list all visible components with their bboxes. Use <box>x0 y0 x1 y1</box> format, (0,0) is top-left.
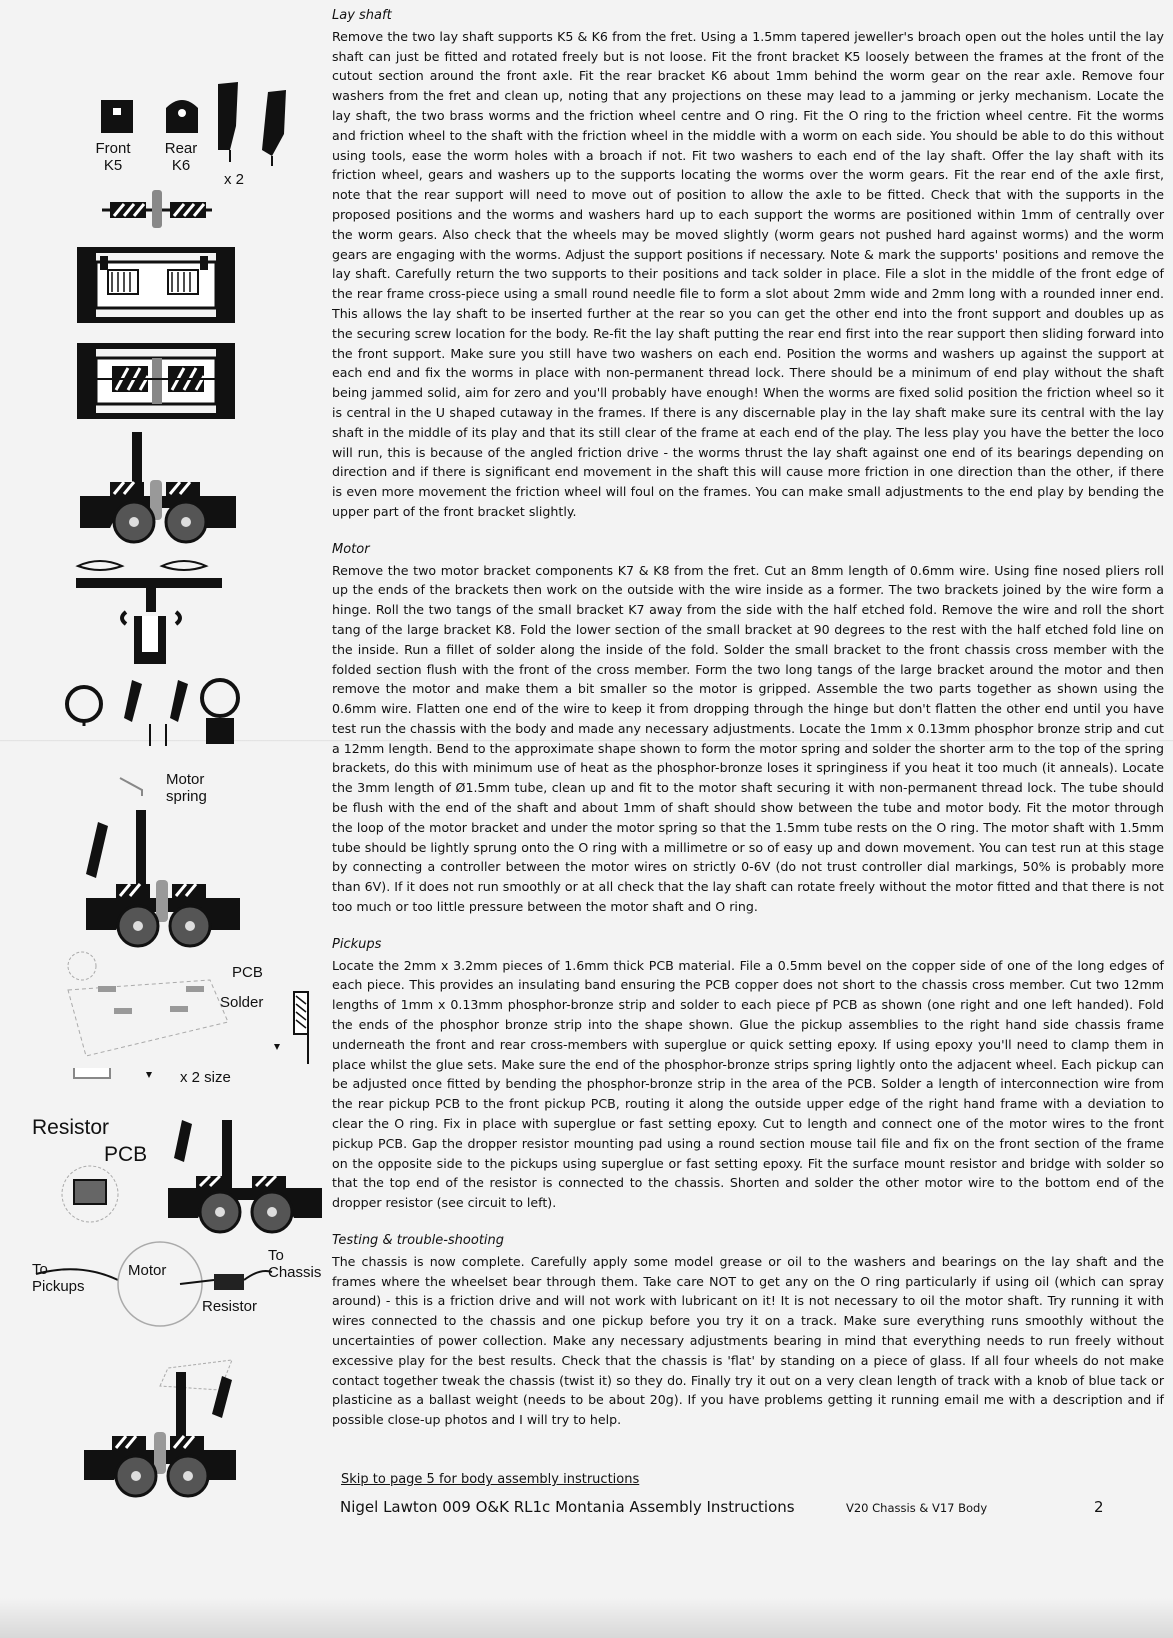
section-title: Lay shaft <box>332 8 392 23</box>
label-x2: x 2 <box>224 171 245 188</box>
label-front <box>88 140 138 174</box>
label-motor-spring-line2: spring <box>166 788 207 805</box>
section-motor <box>332 540 1164 917</box>
label-to-chassis-line2: Chassis <box>268 1264 322 1281</box>
label-to-pickups-line1: To <box>32 1261 48 1278</box>
label-resistor: Resistor <box>32 1116 110 1139</box>
label-rear-text: Rear <box>164 140 198 157</box>
label-solder: Solder <box>220 994 264 1011</box>
section-body: Remove the two motor bracket components K7 & K8 from the fret. Cut an 8mm length of 0.6mm wire. Using fine nosed pliers roll up the ends of the brackets then work on the outside with the wire inside as a former. The two brackets joined by the wire form a hinge. Roll the two tangs of the small bracket K7 away from the side with the half etched fold. Remove the wire and roll the short tang of the large bracket K8. Fold the lower section of the small bracket at 90 degrees to the rest with the half etched fold line on the inside. Run a fillet of solder along the inside of the fold. Solder the small bracket to the front chassis cross member with the folded section flush with the front of the cross member. Form the two long tangs of the large bracket around the motor and then remove the motor and make them a bit smaller so the motor is gripped. Assemble the two parts together as shown using the 0.6mm wire. Flatten one end of the wire to keep it from dropping through the hinge but don't flatten the other end until you have test run the chassis with the body and made any necessary adjustments. Locate the 1mm x 0.13mm phosphor bronze strip and cut a 12mm length. Bend to the approximate shape shown to form the motor spring and solder the shorter arm to the top of the spring brackets, do this with minimum use of heat as the phosphor-bronze loses it springiness if you heat it too much (it anneals). Locate the 3mm length of Ø1.5mm tube, clean up and fit to the motor shaft securing it with non-permanent thread lock. The tube should be flush with the end of the shaft and about 1mm of shaft should show between the tube and motor body. Fit the motor through the loop of the motor bracket and under the motor spring so that the 1.5mm tube rests on the O ring. The motor shaft with 1.5mm tube should be lightly sprung onto the O ring with a millimetre or so of easy up and down movement. You can test run at this stage by connecting a controller between the motor wires on strictly 0-6V (do not trust controller dial markings, 50% is probably more than 6V). If it does not run smoothly or at all check that the lay shaft can rotate freely without the motor fitted and that there is not too much or too little pressure between the motor shaft and O ring. <box>332 562 1164 915</box>
label-pcb: PCB <box>232 964 263 981</box>
label-x2-size: x 2 size <box>180 1069 231 1086</box>
instructions-column <box>332 6 1164 1448</box>
washer-pair-icon <box>218 82 286 166</box>
label-to-pickups <box>32 1261 85 1295</box>
motor-bracket-steps <box>67 680 238 746</box>
bracket-k5-icon <box>101 100 133 133</box>
label-k6-text: K6 <box>171 157 191 174</box>
label-motor-spring <box>166 771 207 805</box>
section-pickups <box>332 935 1164 1213</box>
footer-version: V20 Chassis & V17 Body <box>846 1501 988 1515</box>
label-to-pickups-line2: Pickups <box>32 1278 85 1295</box>
page-number: 2 <box>1094 1498 1104 1516</box>
section-body: Remove the two lay shaft supports K5 & K6 from the fret. Using a 1.5mm tapered jeweller's broach open out the holes until the lay shaft can just be fitted and rotated freely but is not loose. Fit the front bracket K5 loosely between the frames at the front of the cutout section around the front axle. Fit the rear bracket K6 about 1mm behind the worm gear on the rear axle. Remove four washers from the fret and clean up, noting that any projections on these may lead to a jamming or jerky mechanism. Locate the lay shaft, the two brass worms and the friction wheel centre and O ring. Fit the O ring to the friction wheel centre. Fit the worms and friction wheel to the shaft with the friction wheel in the middle with a worm on each side. You should be able to do this without using tools, ease the worm holes with a broach if not. Fit two washers to each end of the lay shaft. Offer the lay shaft with its friction wheel, gears and washers up to the supports locating the worms over the worm gears. Fit the rear end of the axle first, note that the rear support will need to move out of position to allow the axle to be fitted. Check that with the supports in the proposed positions and the worms and washers hard up to each support the worms are positioned within 1mm of centrally over the worm gears. Also check that the wheels may be moved slightly (worm gears not pushed hard against worms) and the worm gears are engaging with the worms. Adjust the support positions if necessary. Note & mark the supports' positions and remove the lay shaft. Carefully return the two supports to their positions and tack solder in place. File a slot in the middle of the front edge of the rear frame cross-piece using a small round needle file to form a slot about 2mm wide and 2mm long with a rounded inner end. This allows the lay shaft to be inserted further at the rear so you can get the other end into the front support and doubles up as the securing screw location for the body. Re-fit the lay shaft putting the rear end first into the rear support then sliding forward into the front support. Make sure you still have two washers on each end. Position the worms and washers up against the support at each end and fix the worms in place with non-permanent thread lock. There should be a minimum of end play without the shaft being jammed solid, aim for zero and you'll probably have enough! When the worms are fixed solid position the friction wheel so it is central in the U shaped cutaway in the frames. If there is any discernable play in the lay shaft make sure its central with the lay shaft in the middle of its play and that its still clear of the frame at each end of the play. The less play you have the better the loco will run, this is because of the angled friction drive - the worms thrust the lay shaft against one end of its bearings depending on direction and if there is significant end movement in the shaft this will cause more friction in one direction than the other, if there is even more movement the friction wheel will foul on the frames. You can make small adjustments to the end play by bending the upper part of the front bracket slightly. <box>332 28 1164 519</box>
label-motor: Motor <box>128 1262 167 1279</box>
chassis-side-view-motor <box>86 810 240 946</box>
section-body: Locate the 2mm x 3.2mm pieces of 1.6mm thick PCB material. File a 0.5mm bevel on the copper side of one of the long edges of each piece. This provides an insulating band ensuring the PCB copper does not short to the chassis cross member. Cut two 12mm lengths of 1mm x 0.13mm phosphor-bronze strip and solder to each piece pf PCB as shown (one right and one left handed). Fold the ends of the phosphor bronze strip into the shape shown. Glue the pickup assemblies to the right hand side chassis frame underneath the front and rear cross-members with superglue or quick setting epoxy. If using epoxy you'll need to clamp them in place whilst the glue sets. Make sure the end of the phosphor-bronze strips spring lightly onto the adjacent wheel. Each pickup can be adjusted once fitted by bending the phosphor-bronze strip in the area of the PCB. Solder a length of interconnection wire from the rear pickup PCB to the front pickup PCB, routing it along the outside upper edge of the right hand frame with a deviation to clear the O ring. Fix in place with superglue or fast setting epoxy. Cut to length and connect one of the motor wires to the front pickup PCB. Gap the dropper resistor mounting pad using a round section mouse tail file and fix on the front section of the frame on the opposite side to the pickups using superglue or fast setting epoxy. Fit the surface mount resistor and bridge with solder so that the top end of the resistor is connected to the chassis. Shorten and solder the other motor wire to the bottom end of the dropper resistor (see circuit to left). <box>332 957 1164 1211</box>
label-motor-spring-line1: Motor <box>166 771 205 788</box>
assembly-diagrams <box>0 0 330 1600</box>
section-title: Pickups <box>332 936 382 952</box>
label-rear <box>156 140 206 174</box>
pickup-diagram <box>68 952 308 1078</box>
section-title: Testing & trouble-shooting <box>332 1233 505 1249</box>
lay-shaft-icon <box>102 190 212 228</box>
motor-bracket-parts <box>76 561 222 664</box>
label-k5-text: K5 <box>103 157 123 174</box>
skip-to-body-link[interactable]: Skip to page 5 for body assembly instructions <box>341 1472 640 1487</box>
label-to-chassis-line1: To <box>268 1247 284 1264</box>
label-to-chassis <box>268 1247 321 1281</box>
paper-fold-bottom <box>0 1598 1173 1638</box>
chassis-top-view-2 <box>80 346 232 416</box>
section-body: The chassis is now complete. Carefully apply some model grease or oil to the washers and bearings on the lay shaft and the frames where the wheelset bear through them. Take care NOT to get any on the O ring particularly if using oil (which can spray around) - this is a friction drive and will not work with lubricant on it! It is not necessary to oil the motor shaft. Try running it with wires connected to the chassis and one pickup before you try it on a track. Make sure everything runs smoothly without the uncertainties of power collection. Make any necessary adjustments bearing in mind that everything needs to run freely without excessive play for the best results. Check that the chassis is 'flat' by standing on a piece of glass. If all four wheels do not make contact together tweak the chassis (twist it) so they do. Finally try it out on a very clean length of track with a knob of blue tack or plasticine as a ballast weight (needs to be about 20g). If you have problems getting it running email me with a description and if possible close-up photos and I will try to help. <box>332 1253 1164 1428</box>
section-title: Motor <box>332 541 370 557</box>
section-lay-shaft <box>332 6 1164 522</box>
chassis-side-view-1 <box>80 432 236 542</box>
chassis-final-view <box>84 1360 236 1496</box>
label-resistor-2: Resistor <box>202 1298 258 1315</box>
section-testing <box>332 1231 1164 1430</box>
bracket-k6-icon <box>166 100 198 133</box>
motor-spring-icon <box>120 778 142 796</box>
chassis-top-view-1 <box>80 250 232 320</box>
label-front-text: Front <box>95 140 131 157</box>
footer-title: Nigel Lawton 009 O&K RL1c Montania Assembly Instructions <box>340 1498 795 1516</box>
label-pcb-2: PCB <box>104 1143 148 1166</box>
